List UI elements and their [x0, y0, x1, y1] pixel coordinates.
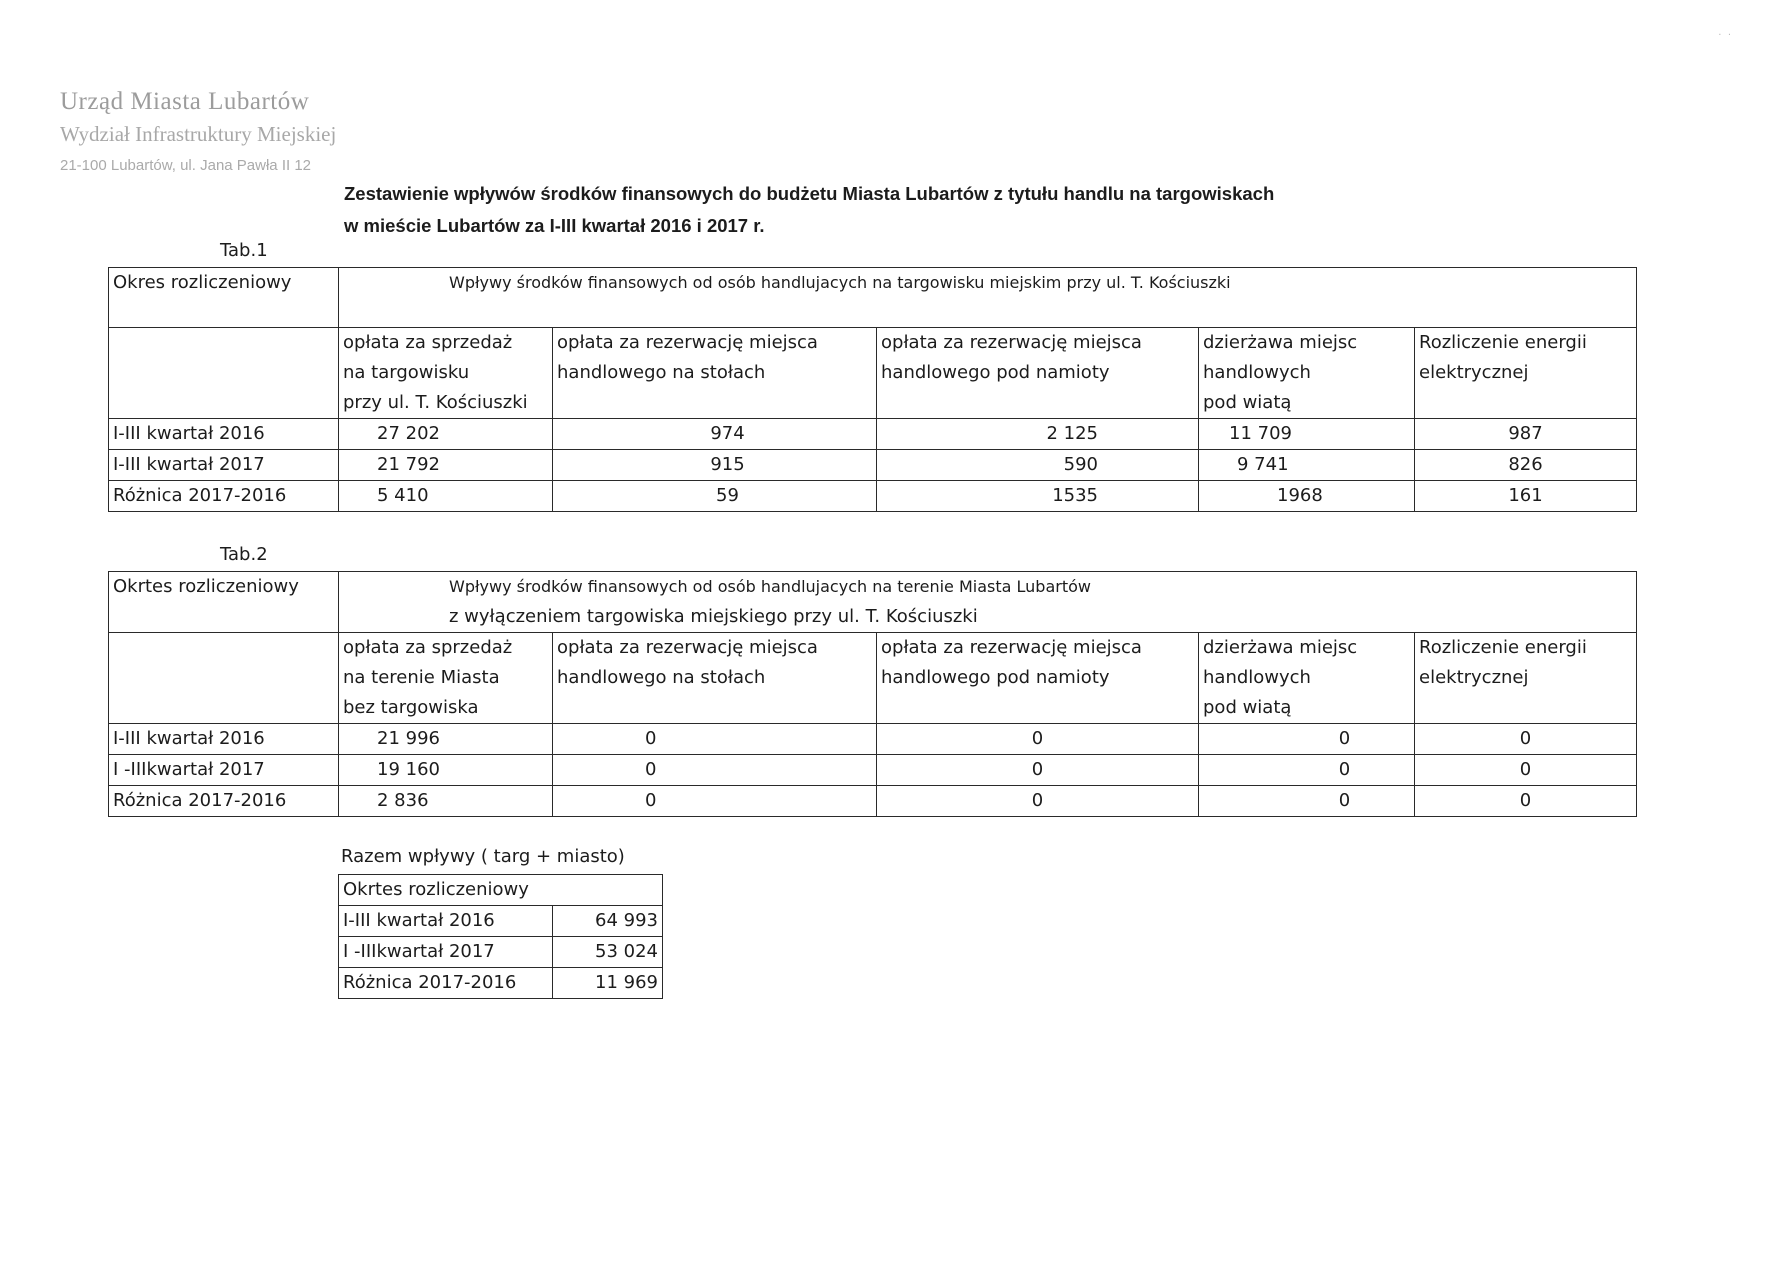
- group-header: Wpływy środków finansowych od osób handlujacych na targowisku miejskim przy ul. T. Kościuszki: [339, 268, 1637, 328]
- row-period: Różnica 2017-2016: [109, 481, 339, 512]
- cell-value: 64 993: [553, 906, 663, 937]
- period-header: Okres rozliczeniowy: [109, 268, 339, 328]
- stamp-line-address: 21-100 Lubartów, ul. Jana Pawła II 12: [60, 157, 312, 174]
- cell-value: 21 996: [339, 724, 553, 755]
- table-summary: [338, 874, 663, 999]
- cell-value: 5 410: [339, 481, 553, 512]
- cell-value: 0: [1199, 786, 1415, 817]
- cell-value: 0: [553, 724, 877, 755]
- column-header: dzierżawa miejsc handlowych pod wiatą: [1199, 633, 1415, 724]
- table-row: [109, 755, 1637, 786]
- cell-value: 9 741: [1199, 450, 1415, 481]
- cell-value: 0: [877, 755, 1199, 786]
- period-header: Okrtes rozliczeniowy: [109, 572, 339, 633]
- cell-value: 11 709: [1199, 419, 1415, 450]
- cell-value: 1535: [877, 481, 1199, 512]
- row-period: I-III kwartał 2016: [339, 906, 553, 937]
- empty-header-cell: [109, 633, 339, 724]
- cell-value: 0: [1415, 755, 1637, 786]
- table-row: [109, 786, 1637, 817]
- table-row: [109, 481, 1637, 512]
- cell-value: 987: [1415, 419, 1637, 450]
- title-line-2: w mieście Lubartów za I-III kwartał 2016 i 2017 r.: [344, 215, 765, 236]
- cell-value: 21 792: [339, 450, 553, 481]
- title-line-1: Zestawienie wpływów środków finansowych do budżetu Miasta Lubartów z tytułu handlu na targowiskach: [344, 183, 1275, 204]
- column-header: opłata za rezerwację miejsca handlowego na stołach: [553, 328, 877, 419]
- cell-value: 0: [1199, 724, 1415, 755]
- cell-value: 0: [877, 724, 1199, 755]
- row-period: Różnica 2017-2016: [109, 786, 339, 817]
- cell-value: 53 024: [553, 937, 663, 968]
- group-header: Wpływy środków finansowych od osób handlujacych na terenie Miasta Lubartów z wyłączeniem targowiska miejskiego przy ul. T. Kościuszki: [339, 572, 1637, 633]
- cell-value: 161: [1415, 481, 1637, 512]
- office-stamp: [60, 88, 360, 174]
- cell-value: 1968: [1199, 481, 1415, 512]
- cell-value: 826: [1415, 450, 1637, 481]
- cell-value: 27 202: [339, 419, 553, 450]
- table-tab2: [108, 571, 1637, 817]
- row-period: I-III kwartał 2017: [109, 450, 339, 481]
- stamp-line-department: Wydział Infrastruktury Miejskiej: [60, 122, 337, 146]
- cell-value: 11 969: [553, 968, 663, 999]
- tab2-label: Tab.2: [220, 544, 268, 565]
- cell-value: 0: [1415, 786, 1637, 817]
- column-header: Rozliczenie energii elektrycznej: [1415, 328, 1637, 419]
- table-row: [109, 450, 1637, 481]
- column-header: opłata za rezerwację miejsca handlowego na stołach: [553, 633, 877, 724]
- cell-value: 0: [1415, 724, 1637, 755]
- column-header: opłata za rezerwację miejsca handlowego pod namioty: [877, 328, 1199, 419]
- cell-value: 0: [553, 755, 877, 786]
- tab1-label: Tab.1: [220, 240, 268, 261]
- stamp-line-office: Urząd Miasta Lubartów: [60, 88, 310, 115]
- table-row: [109, 724, 1637, 755]
- cell-value: 0: [1199, 755, 1415, 786]
- column-header: opłata za sprzedaż na targowisku przy ul. T. Kościuszki: [339, 328, 553, 419]
- summary-label: Razem wpływy ( targ + miasto): [341, 846, 625, 867]
- cell-value: 2 125: [877, 419, 1199, 450]
- cell-value: 590: [877, 450, 1199, 481]
- table-row: [109, 419, 1637, 450]
- column-header: opłata za rezerwację miejsca handlowego pod namioty: [877, 633, 1199, 724]
- cell-value: 974: [553, 419, 877, 450]
- table-tab1: [108, 267, 1637, 512]
- row-period: I-III kwartał 2016: [109, 419, 339, 450]
- cell-value: 19 160: [339, 755, 553, 786]
- row-period: I -IIIkwartał 2017: [109, 755, 339, 786]
- column-header: opłata za sprzedaż na terenie Miasta bez targowiska: [339, 633, 553, 724]
- cell-value: 0: [553, 786, 877, 817]
- period-header: Okrtes rozliczeniowy: [339, 875, 663, 906]
- scan-artifact: · ·: [1718, 30, 1731, 41]
- empty-header-cell: [109, 328, 339, 419]
- table-row: [339, 968, 663, 999]
- row-period: Różnica 2017-2016: [339, 968, 553, 999]
- column-header: dzierżawa miejsc handlowych pod wiatą: [1199, 328, 1415, 419]
- row-period: I -IIIkwartał 2017: [339, 937, 553, 968]
- cell-value: 0: [877, 786, 1199, 817]
- cell-value: 59: [553, 481, 877, 512]
- cell-value: 915: [553, 450, 877, 481]
- table-row: [339, 906, 663, 937]
- document-title: [344, 178, 1544, 242]
- row-period: I-III kwartał 2016: [109, 724, 339, 755]
- column-header: Rozliczenie energii elektrycznej: [1415, 633, 1637, 724]
- table-row: [339, 937, 663, 968]
- cell-value: 2 836: [339, 786, 553, 817]
